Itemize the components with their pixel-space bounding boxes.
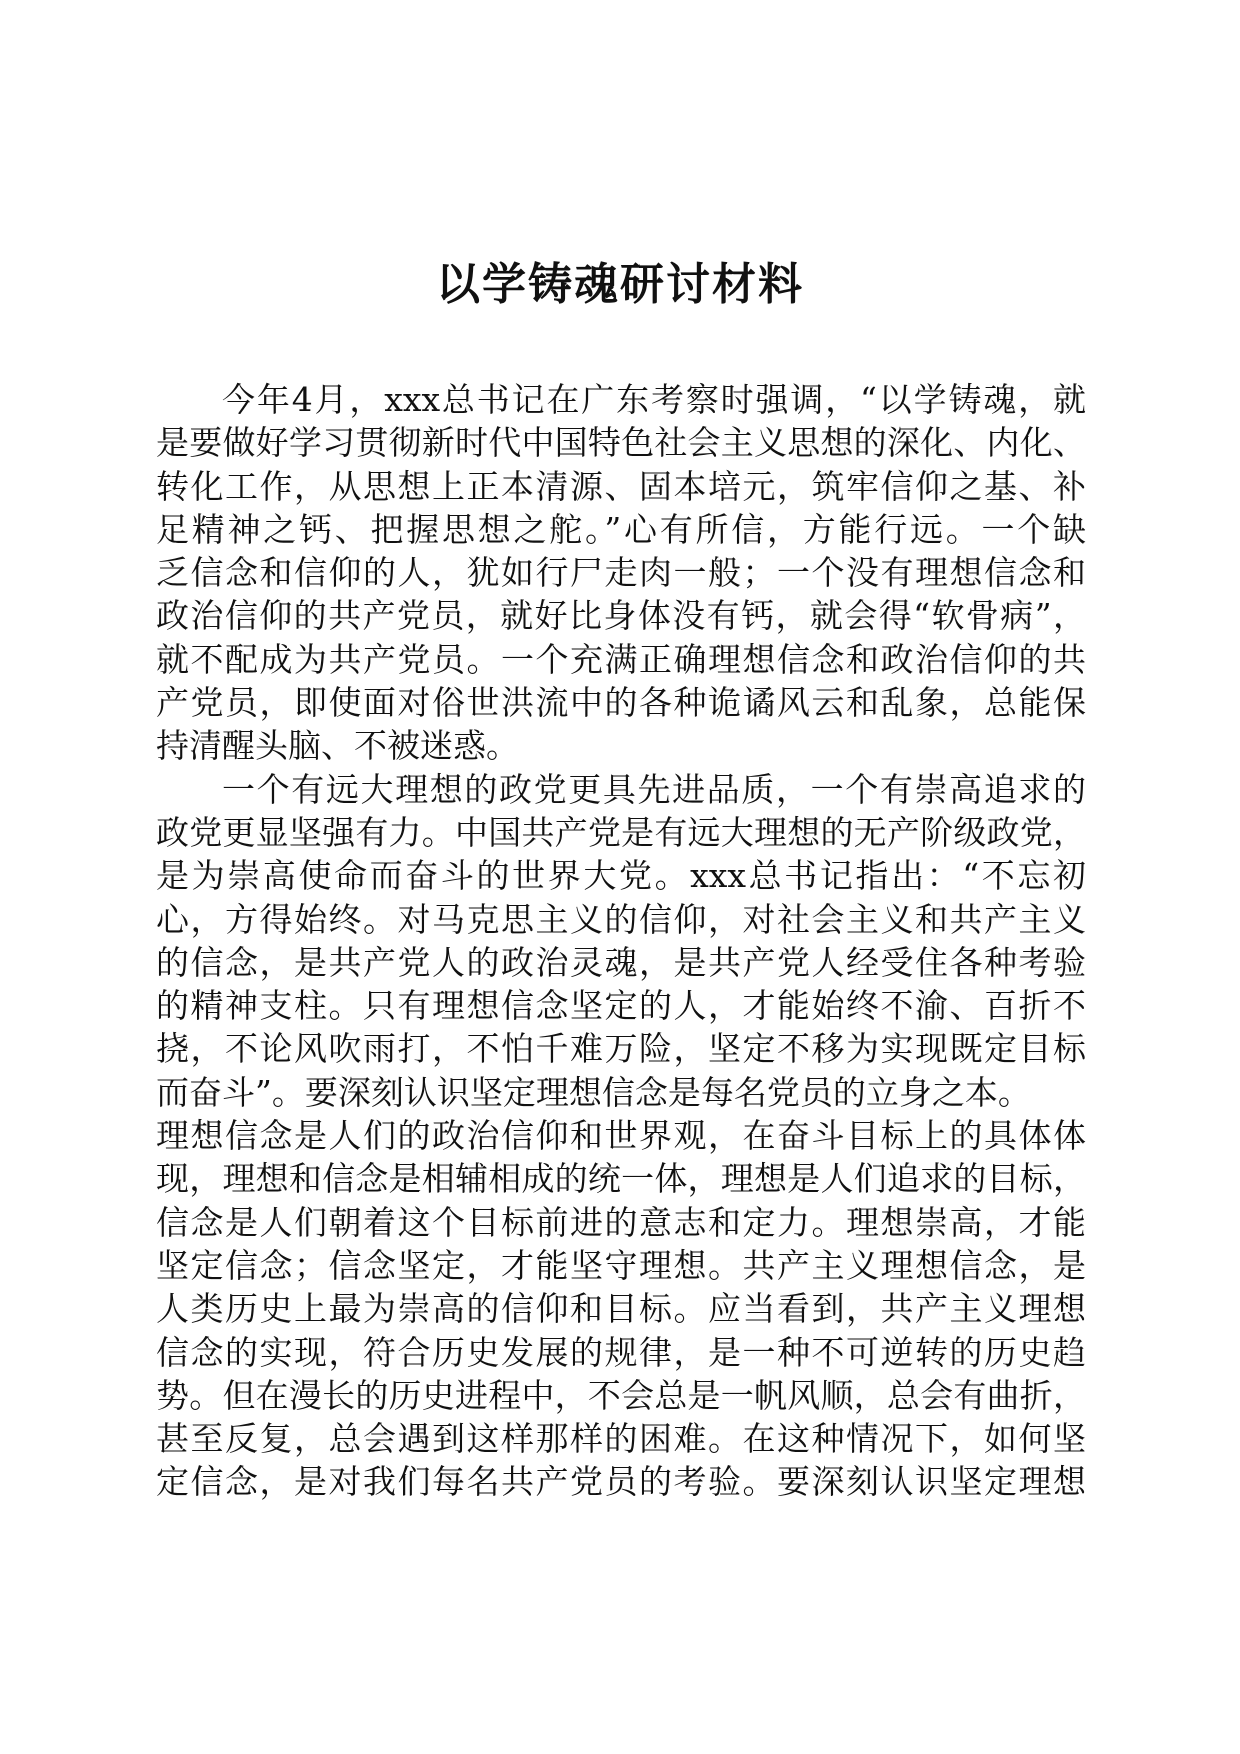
text-line: 信念的实现，符合历史发展的规律，是一种不可逆转的历史趋	[156, 1332, 1086, 1372]
text-line: 持清醒头脑、不被迷惑。	[156, 726, 519, 766]
text-line: 乏信念和信仰的人，犹如行尸走肉一般；一个没有理想信念和	[156, 553, 1086, 593]
text-line: 坚定信念；信念坚定，才能坚守理想。共产主义理想信念，是	[156, 1245, 1086, 1285]
text-line: 挠，不论风吹雨打，不怕千难万险，坚定不移为实现既定目标	[156, 1029, 1086, 1069]
text-line: 理想信念是人们的政治信仰和世界观，在奋斗目标上的具体体	[156, 1116, 1086, 1156]
text-line: 转化工作，从思想上正本清源、固本培元，筑牢信仰之基、补	[156, 466, 1086, 506]
document-title: 以学铸魂研讨材料	[436, 259, 804, 310]
text-line: 政治信仰的共产党员，就好比身体没有钙，就会得“软骨病”，	[156, 596, 1086, 636]
text-line: 政党更显坚强有力。中国共产党是有远大理想的无产阶级政党，	[156, 812, 1086, 852]
text-line: 而奋斗”。要深刻认识坚定理想信念是每名党员的立身之本。	[156, 1072, 1031, 1112]
text-line: 信念是人们朝着这个目标前进的意志和定力。理想崇高，才能	[156, 1202, 1086, 1242]
text-line: 是要做好学习贯彻新时代中国特色社会主义思想的深化、内化、	[156, 423, 1086, 463]
text-line: 人类历史上最为崇高的信仰和目标。应当看到，共产主义理想	[156, 1289, 1086, 1329]
text-line: 的信念，是共产党人的政治灵魂，是共产党人经受住各种考验	[156, 942, 1086, 982]
text-line: 定信念，是对我们每名共产党员的考验。要深刻认识坚定理想	[156, 1462, 1086, 1502]
text-line: 一个有远大理想的政党更具先进品质，一个有崇高追求的	[222, 769, 1086, 809]
text-line: 足精神之钙、把握思想之舵。”心有所信，方能行远。一个缺	[156, 509, 1086, 549]
text-line: 现，理想和信念是相辅相成的统一体，理想是人们追求的目标，	[156, 1159, 1086, 1199]
text-line: 是为崇高使命而奋斗的世界大党。xxx总书记指出：“不忘初	[156, 856, 1086, 896]
text-line: 势。但在漫长的历史进程中，不会总是一帆风顺，总会有曲折，	[156, 1375, 1086, 1415]
text-line: 产党员，即使面对俗世洪流中的各种诡谲风云和乱象，总能保	[156, 683, 1086, 723]
text-line: 甚至反复，总会遇到这样那样的困难。在这种情况下，如何坚	[156, 1419, 1086, 1459]
document-body	[156, 378, 1086, 1504]
text-line: 就不配成为共产党员。一个充满正确理想信念和政治信仰的共	[156, 639, 1086, 679]
text-line: 心，方得始终。对马克思主义的信仰，对社会主义和共产主义	[156, 899, 1086, 939]
text-line: 今年4月，xxx总书记在广东考察时强调，“以学铸魂，就	[222, 380, 1086, 419]
text-line: 的精神支柱。只有理想信念坚定的人，才能始终不渝、百折不	[156, 986, 1086, 1026]
